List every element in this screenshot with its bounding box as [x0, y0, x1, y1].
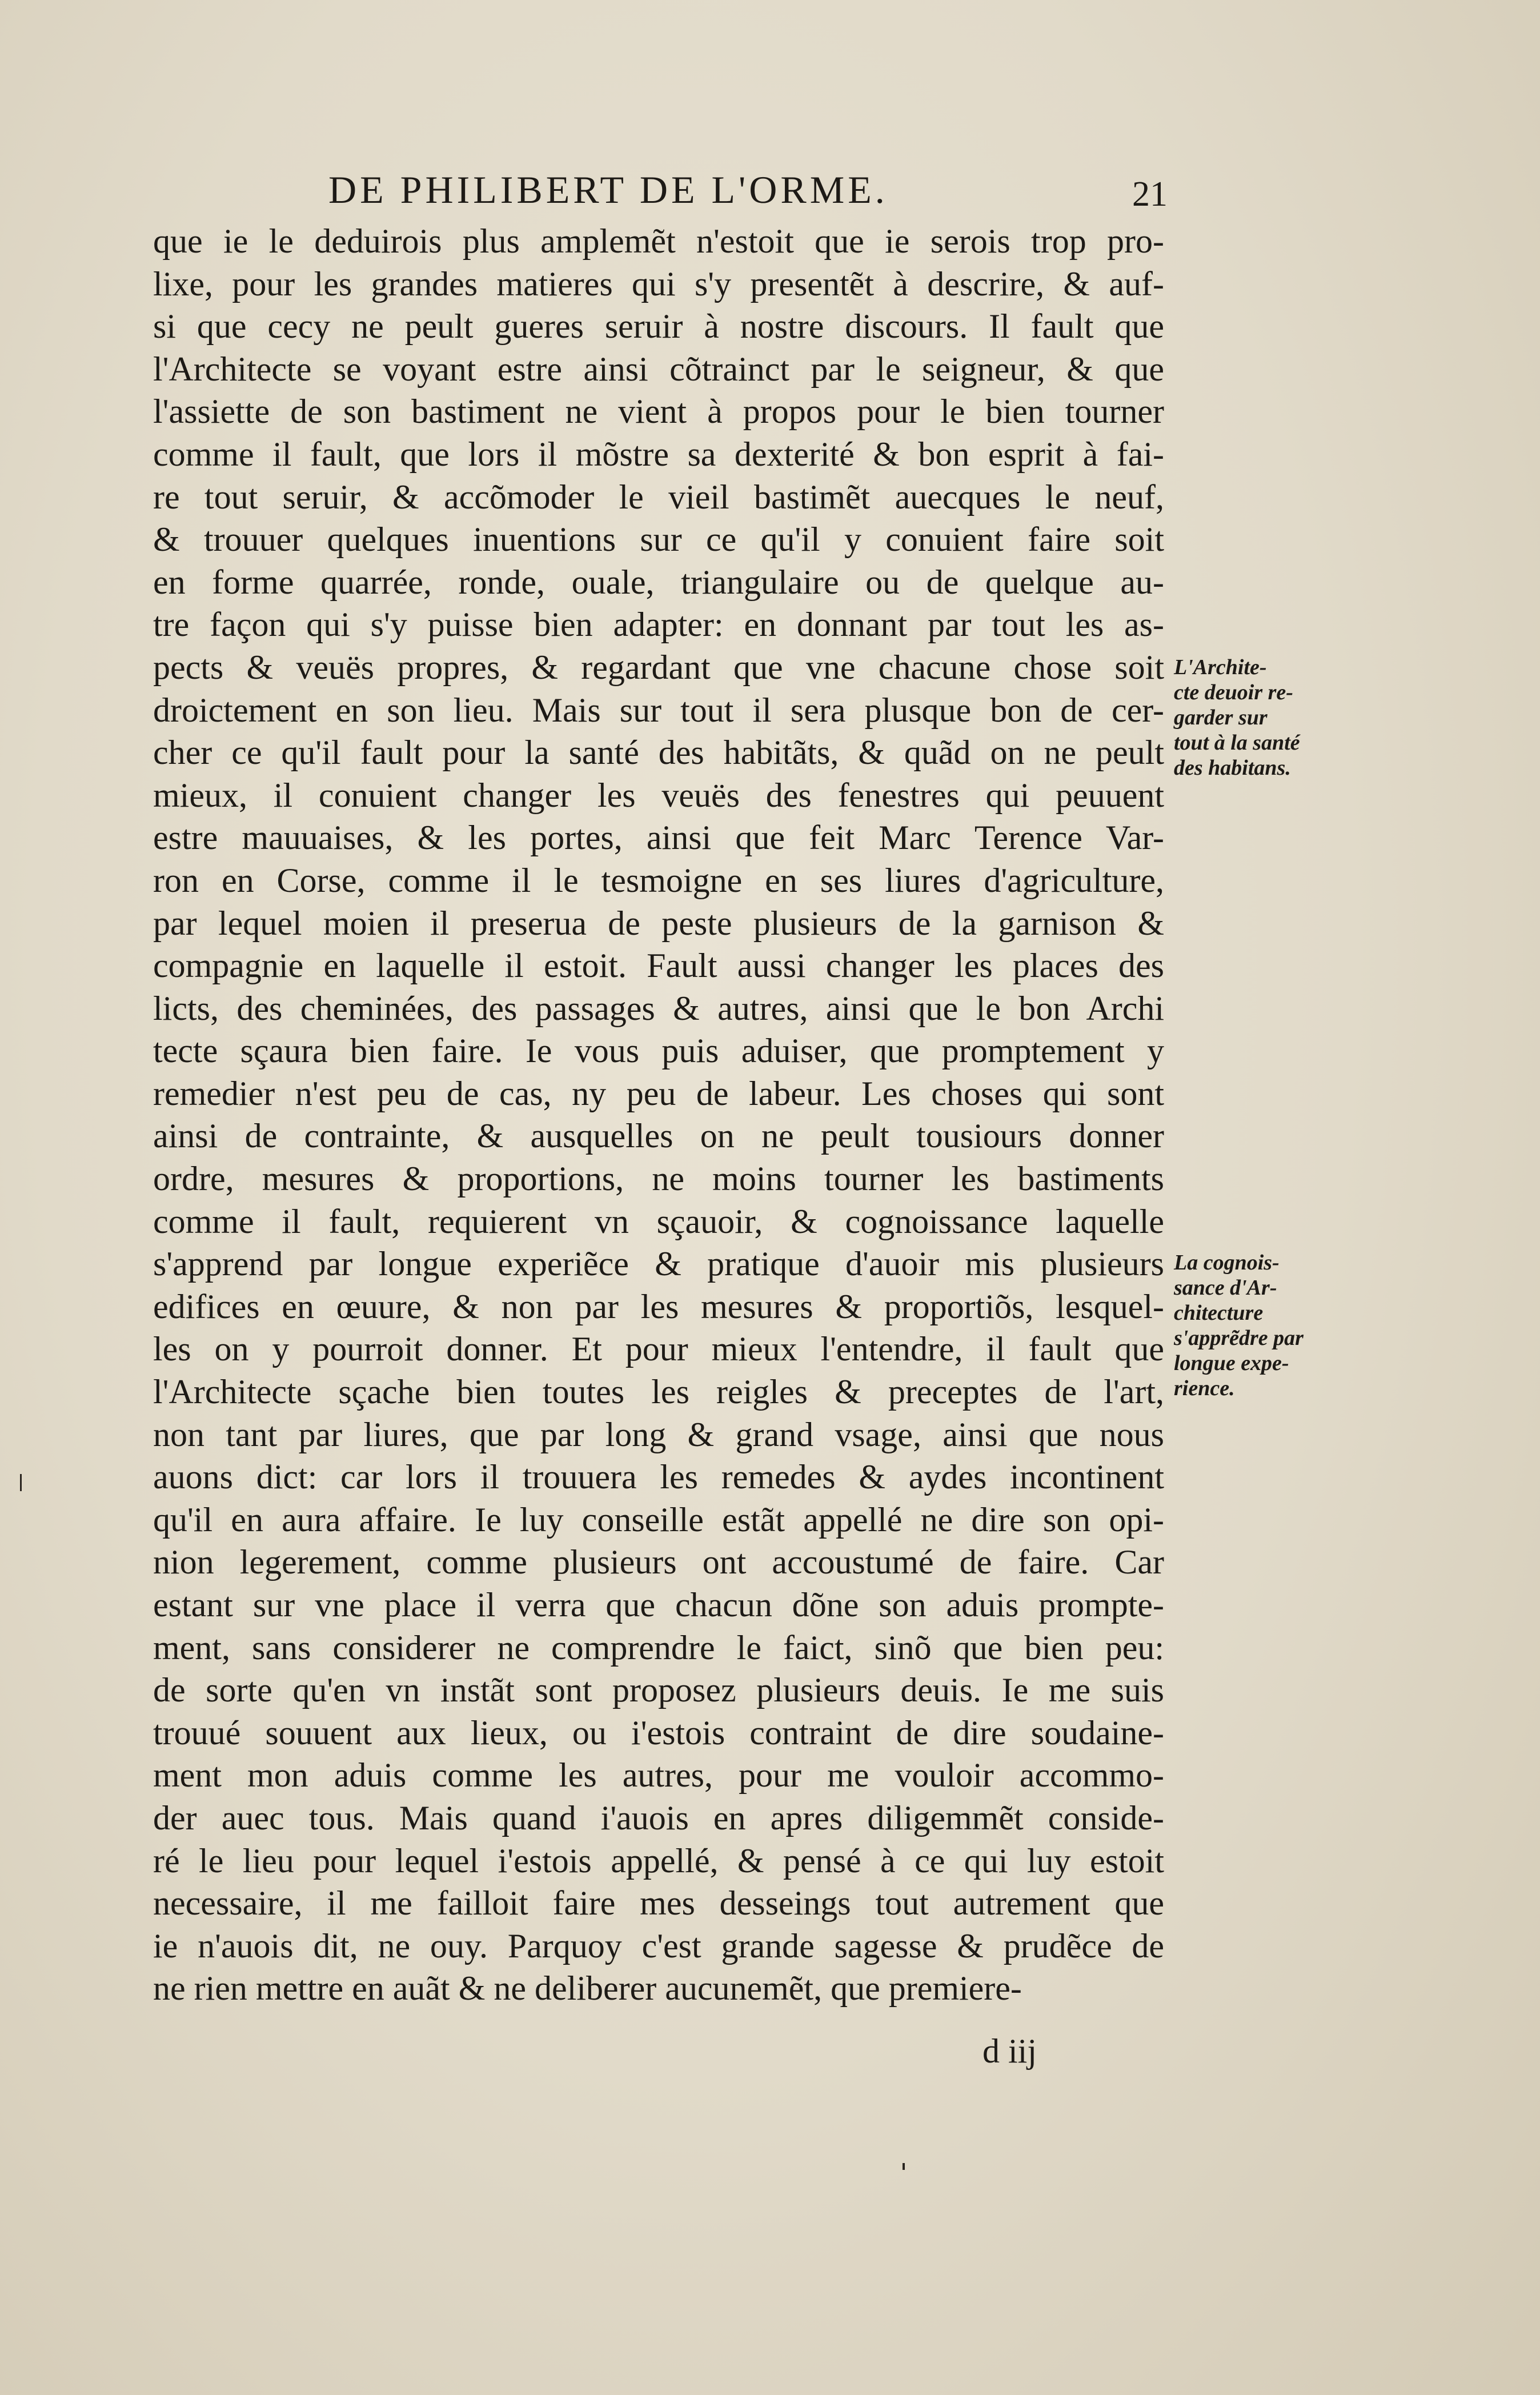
text-line: en forme quarrée, ronde, ouale, triangulaire ou de quelque au- [153, 563, 1164, 601]
margin-note-line: rience. [1174, 1376, 1235, 1400]
text-line: ré le lieu pour lequel i'estois appellé, & pensé à ce qui luy estoit [153, 1841, 1164, 1880]
body-text [153, 220, 1164, 2010]
text-line: ne rien mettre en auãt & ne deliberer aucunemẽt, que premiere- [153, 1969, 1022, 2008]
text-line: si que cecy ne peult gueres seruir à nostre discours. Il fault que [153, 307, 1164, 346]
text-line: ment mon aduis comme les autres, pour me vouloir accommo- [153, 1756, 1164, 1795]
text-line: droictement en son lieu. Mais sur tout il sera plusque bon de cer- [153, 691, 1164, 729]
margin-note-line: garder sur [1174, 706, 1268, 730]
text-line: & trouuer quelques inuentions sur ce qu'il y conuient faire soit [153, 520, 1164, 559]
signature-mark: d iij [982, 2032, 1037, 2070]
text-line: tecte sçaura bien faire. Ie vous puis aduiser, que promptement y [153, 1032, 1164, 1070]
text-line: pects & veuës propres, & regardant que vne chacune chose soit [153, 648, 1164, 686]
text-line: estre mauuaises, & les portes, ainsi que feit Marc Terence Var- [153, 819, 1164, 857]
margin-note-line: cte deuoir re- [1174, 680, 1293, 704]
text-line: s'apprend par longue experiẽce & pratique d'auoir mis plusieurs [153, 1245, 1164, 1283]
text-line: mieux, il conuient changer les veuës des fenestres qui peuuent [153, 776, 1164, 814]
text-line: les on y pourroit donner. Et pour mieux l'entendre, il fault que [153, 1330, 1164, 1368]
text-line: que ie le deduirois plus amplemẽt n'estoit que ie serois trop pro- [153, 222, 1164, 260]
margin-note-line: tout à la santé [1174, 731, 1300, 755]
text-line: re tout seruir, & accõmoder le vieil bastimẽt auecques le neuf, [153, 478, 1164, 516]
text-line: ainsi de contrainte, & ausquelles on ne peult tousiours donner [153, 1117, 1164, 1155]
text-line: non tant par liures, que par long & grand vsage, ainsi que nous [153, 1415, 1164, 1453]
text-line: par lequel moien il preserua de peste plusieurs de la garnison & [153, 904, 1164, 942]
margin-note-experience [1174, 1250, 1328, 1401]
text-line: comme il fault, requierent vn sçauoir, & cognoissance laquelle [153, 1202, 1164, 1240]
running-head: DE PHILIBERT DE L'ORME. [328, 168, 888, 211]
text-line: der auec tous. Mais quand i'auois en apres diligemmẽt conside- [153, 1799, 1164, 1837]
margin-note-line: s'apprẽdre par [1174, 1326, 1304, 1350]
margin-note-health [1174, 655, 1328, 780]
margin-note-line: sance d'Ar- [1174, 1276, 1277, 1300]
text-line: auons dict: car lors il trouuera les remedes & aydes incontinent [153, 1458, 1164, 1496]
text-line: ron en Corse, comme il le tesmoigne en ses liures d'agriculture, [153, 861, 1164, 899]
text-line: trouué souuent aux lieux, ou i'estois contraint de dire soudaine- [153, 1713, 1164, 1752]
text-line: l'Architecte se voyant estre ainsi cõtrainct par le seigneur, & que [153, 350, 1164, 388]
text-line: qu'il en aura affaire. Ie luy conseille estãt appellé ne dire son opi- [153, 1500, 1164, 1539]
text-line: compagnie en laquelle il estoit. Fault aussi changer les places des [153, 947, 1164, 985]
text-line: remedier n'est peu de cas, ny peu de labeur. Les choses qui sont [153, 1074, 1164, 1112]
margin-note-line: La cognois- [1174, 1251, 1280, 1275]
text-line: licts, des cheminées, des passages & autres, ainsi que le bon Archi [153, 989, 1164, 1027]
margin-note-line: chitecture [1174, 1301, 1264, 1325]
text-line: l'assiette de son bastiment ne vient à propos pour le bien tourner [153, 393, 1164, 431]
text-line: tre façon qui s'y puisse bien adapter: en donnant par tout les as- [153, 606, 1164, 644]
page-number: 21 [1132, 175, 1168, 214]
margin-note-line: L'Archite- [1174, 655, 1267, 679]
text-line: ment, sans considerer ne comprendre le faict, sinõ que bien peu: [153, 1628, 1164, 1667]
margin-note-line: des habitans. [1174, 756, 1291, 780]
text-line: ordre, mesures & proportions, ne moins tourner les bastiments [153, 1160, 1164, 1198]
text-line: comme il fault, que lors il mõstre sa dexterité & bon esprit à fai- [153, 435, 1164, 473]
margin-note-line: longue expe- [1174, 1351, 1289, 1375]
text-line: de sorte qu'en vn instãt sont proposez plusieurs deuis. Ie me suis [153, 1671, 1164, 1709]
text-line: nion legerement, comme plusieurs ont accoustumé de faire. Car [153, 1543, 1164, 1581]
text-line: l'Architecte sçache bien toutes les reigles & preceptes de l'art, [153, 1373, 1164, 1411]
paper-speck [903, 2163, 905, 2170]
text-line: edifices en œuure, & non par les mesures & proportiõs, lesquel- [153, 1287, 1164, 1325]
paper-speck [20, 1474, 22, 1491]
text-line: cher ce qu'il fault pour la santé des habitãts, & quãd on ne peult [153, 734, 1164, 772]
text-line: estant sur vne place il verra que chacun dõne son aduis prompte- [153, 1586, 1164, 1624]
text-line: necessaire, il me failloit faire mes desseings tout autrement que [153, 1884, 1164, 1923]
text-line: ie n'auois dit, ne ouy. Parquoy c'est grande sagesse & prudẽce de [153, 1927, 1164, 1965]
text-line: lixe, pour les grandes matieres qui s'y presentẽt à descrire, & auf- [153, 265, 1164, 303]
